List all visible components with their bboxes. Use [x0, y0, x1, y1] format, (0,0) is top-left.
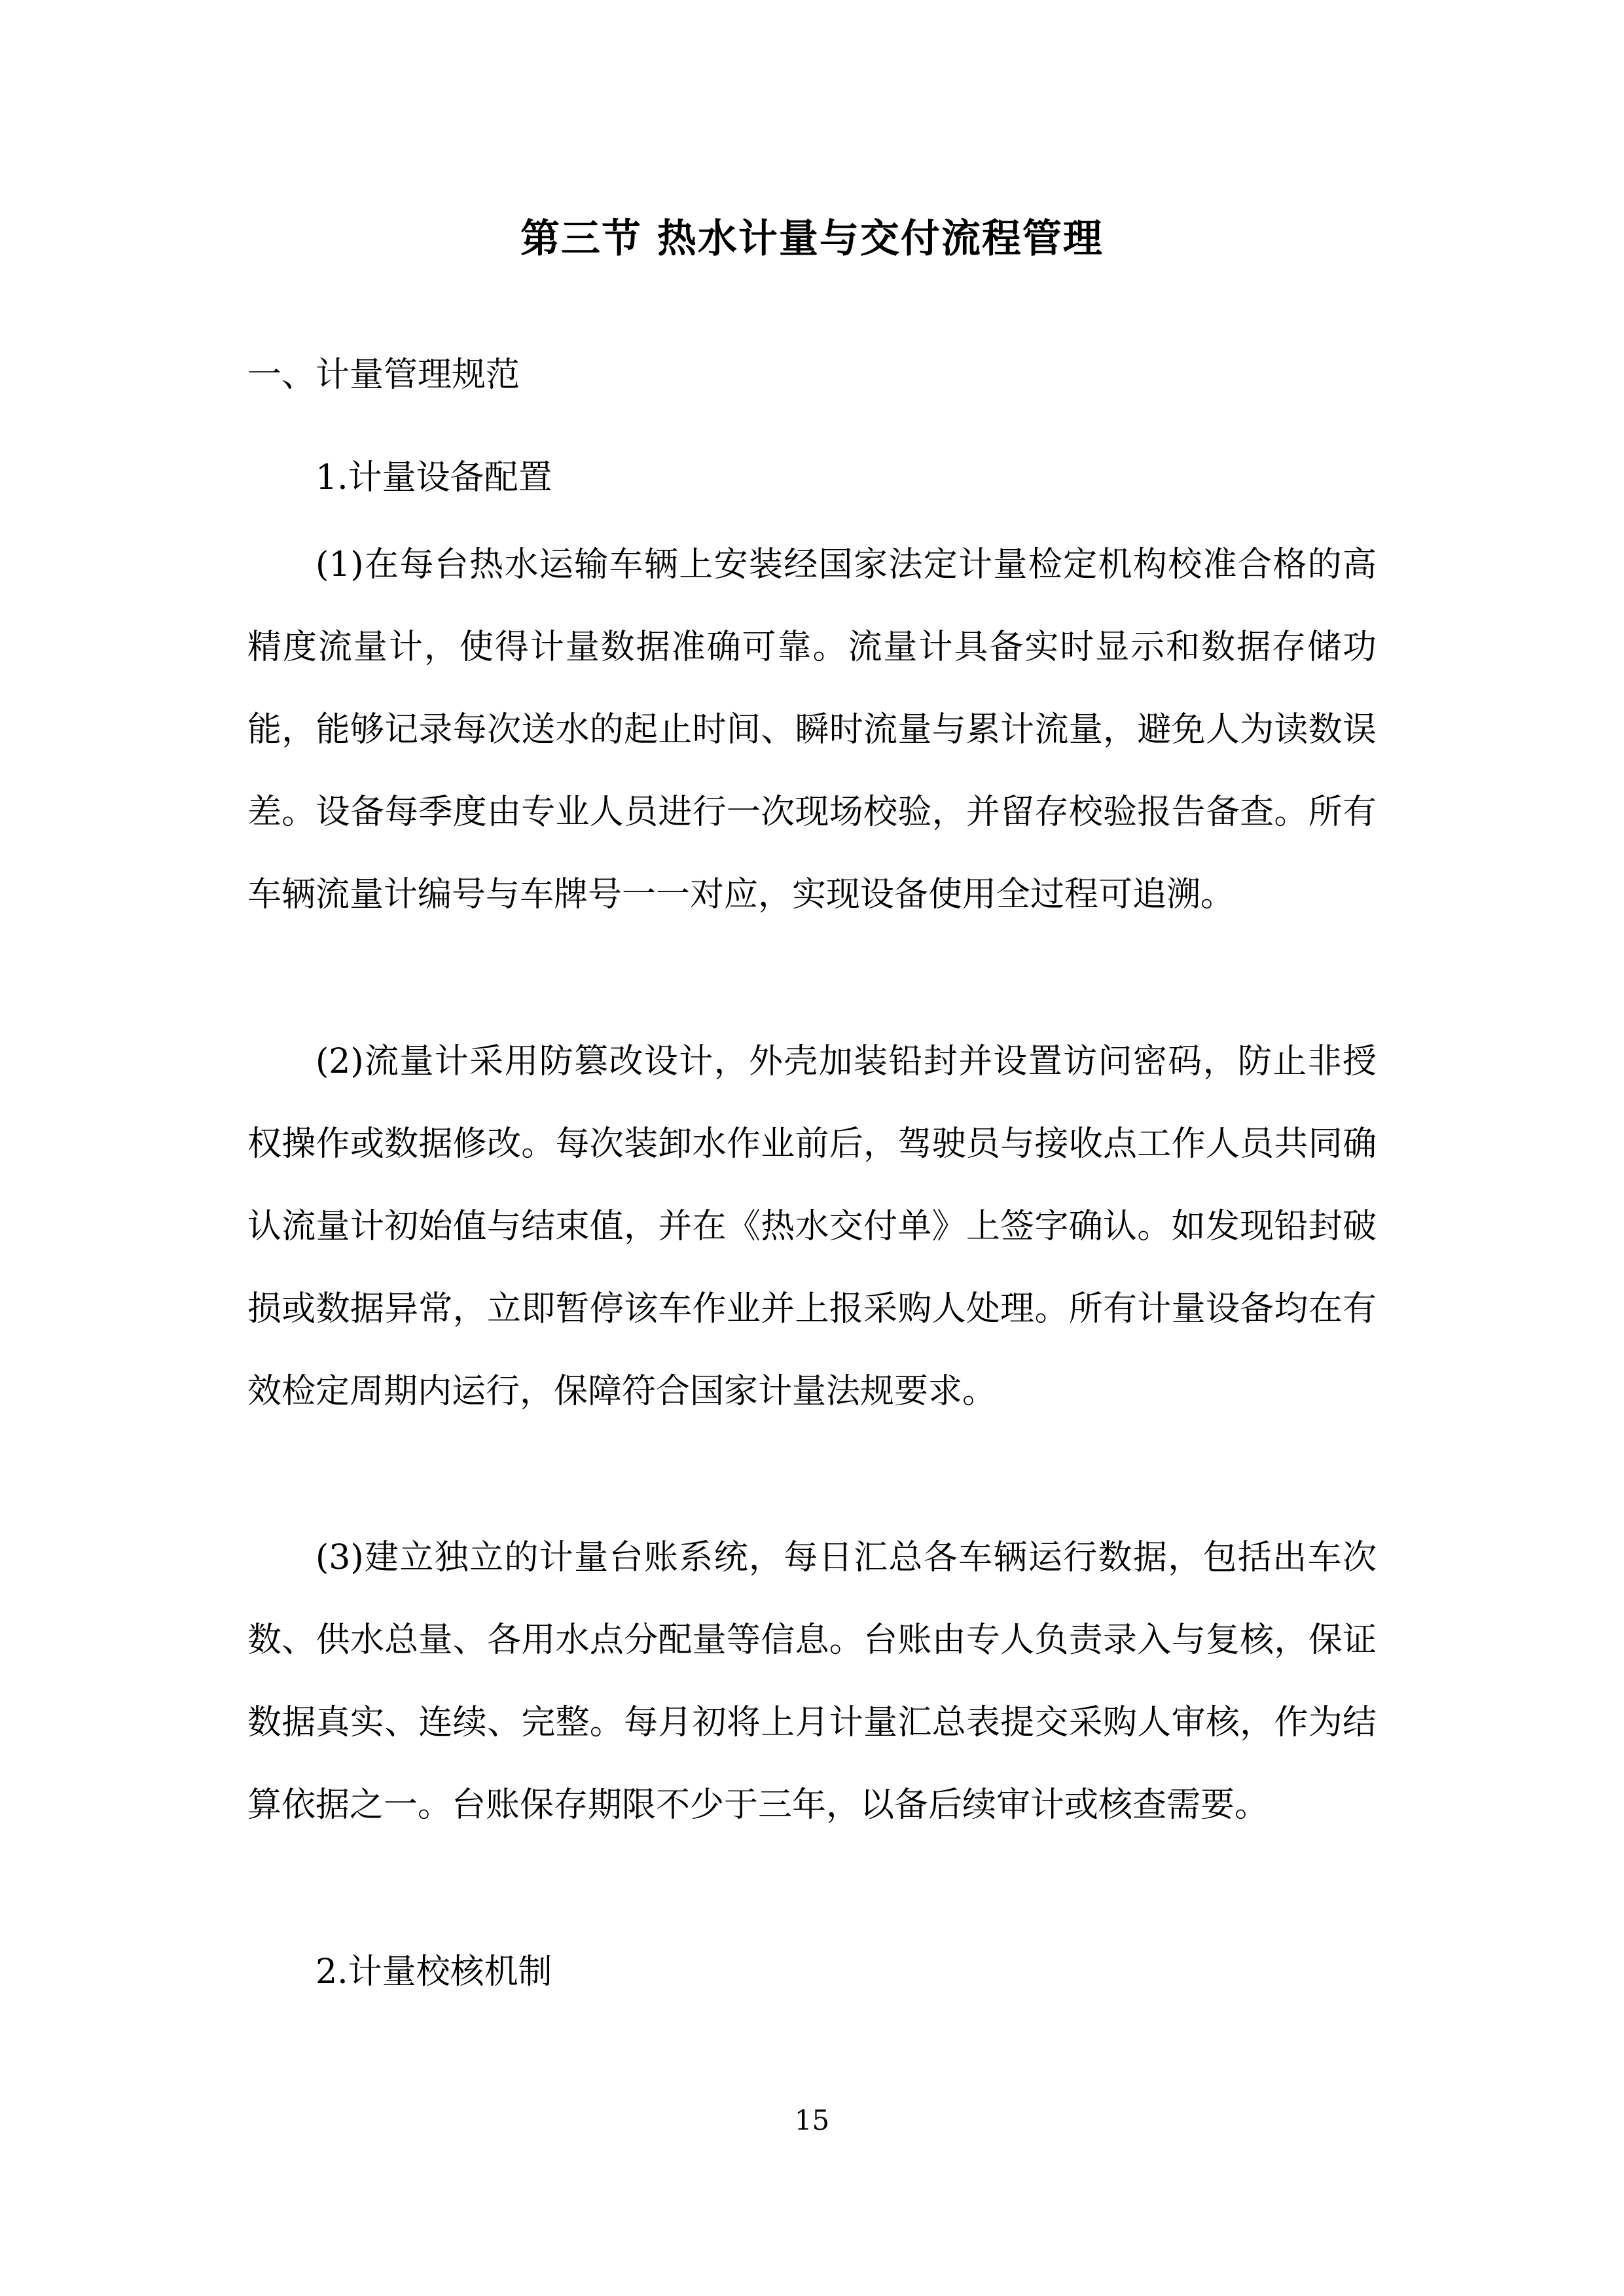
- subsection-heading-2: 2.计量校核机制: [316, 1952, 552, 1992]
- paragraph-3: (3)建立独立的计量台账系统，每日汇总各车辆运行数据，包括出车次数、供水总量、各用水点分配量等信息。台账由专人负责录入与复核，保证数据真实、连续、完整。每月初将上月计量汇总表提交采购人审核，作为结算依据之一。台账保存期限不少于三年，以备后续审计或核查需要。: [247, 1538, 1377, 1825]
- paragraph-1: (1)在每台热水运输车辆上安装经国家法定计量检定机构校准合格的高精度流量计，使得计量数据准确可靠。流量计具备实时显示和数据存储功能，能够记录每次送水的起止时间、瞬时流量与累计流量，避免人为读数误差。设备每季度由专业人员进行一次现场校验，并留存校验报告备查。所有车辆流量计编号与车牌号一一对应，实现设备使用全过程可追溯。: [247, 545, 1377, 914]
- paragraph-2: (2)流量计采用防篡改设计，外壳加装铅封并设置访问密码，防止非授权操作或数据修改。每次装卸水作业前后，驾驶员与接收点工作人员共同确认流量计初始值与结束值，并在《热水交付单》上签字确认。如发现铅封破损或数据异常，立即暂停该车作业并上报采购人处理。所有计量设备均在有效检定周期内运行，保障符合国家计量法规要求。: [247, 1042, 1377, 1411]
- section-heading: 一、计量管理规范: [247, 355, 520, 395]
- subsection-heading-1: 1.计量设备配置: [316, 458, 552, 497]
- page-title: 第三节 热水计量与交付流程管理: [520, 216, 1104, 262]
- page-number: 15: [794, 2104, 830, 2136]
